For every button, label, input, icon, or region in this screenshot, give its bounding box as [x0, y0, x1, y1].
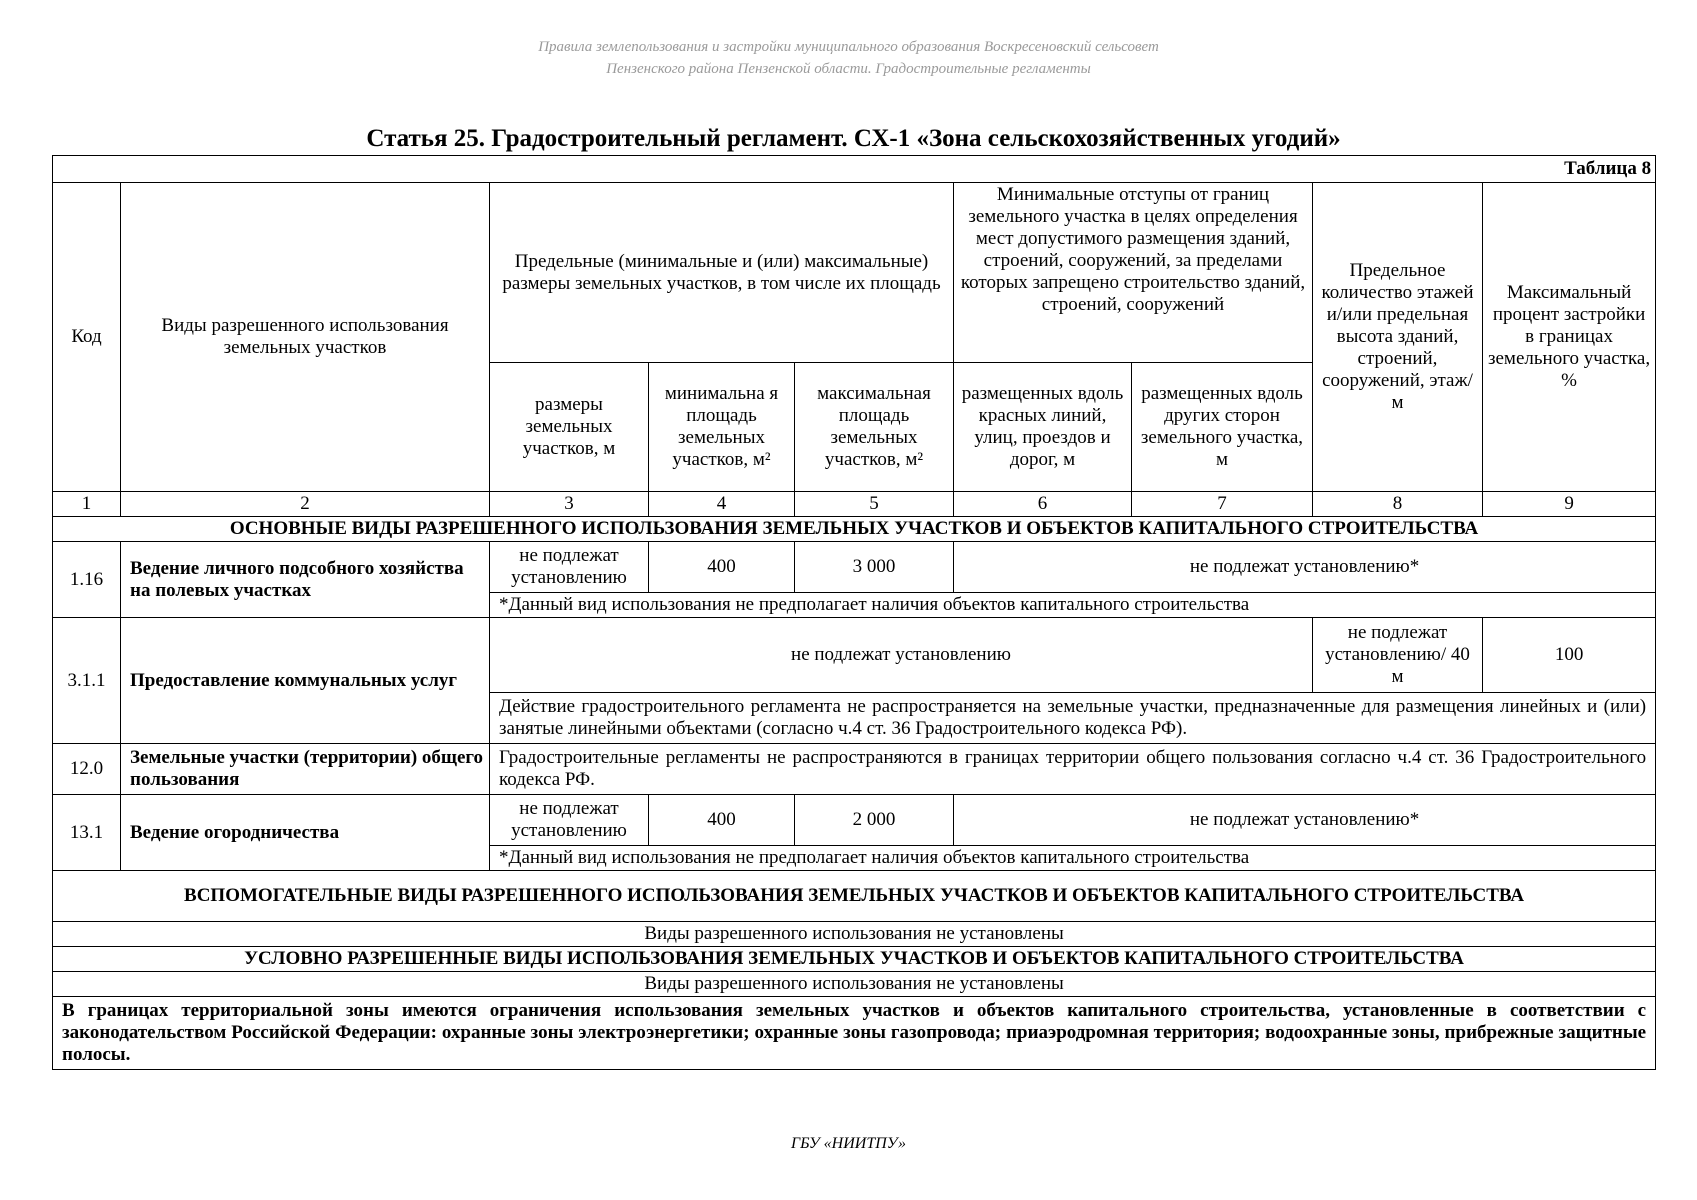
col-header-sizes: размеры земельных участков, м	[490, 363, 649, 492]
section-conditional-note: Виды разрешенного использования не установлены	[53, 972, 1656, 997]
column-number: 6	[954, 492, 1132, 517]
row-note: *Данный вид использования не предполагает наличия объектов капитального строительства	[490, 846, 1656, 871]
running-header	[0, 36, 1697, 80]
restrictions-note: В границах территориальной зоны имеются ограничения использования земельных участков и объектов капитального строительства, установленные в соответствии с законодательством Российской Федерации: охранные зоны электроэнергетики; охранные зоны газопровода; приаэродромная территория; водоохранные зоны, прибрежные защитные полосы.	[53, 997, 1656, 1070]
column-number-row	[53, 492, 1656, 517]
column-number: 5	[795, 492, 954, 517]
section-main-header: ОСНОВНЫЕ ВИДЫ РАЗРЕШЕННОГО ИСПОЛЬЗОВАНИЯ ЗЕМЕЛЬНЫХ УЧАСТКОВ И ОБЪЕКТОВ КАПИТАЛЬНОГО СТРОИТЕЛЬСТВА	[53, 517, 1656, 542]
table-number: Таблица 8	[53, 156, 1656, 183]
col-header-code: Код	[53, 183, 121, 492]
row-max-area: 3 000	[795, 542, 954, 593]
col-header-min-area: минимальна я площадь земельных участков, м²	[649, 363, 795, 492]
row-other-params: не подлежат установлению*	[954, 542, 1656, 593]
running-header-line-2: Пензенского района Пензенской области. Градостроительные регламенты	[606, 61, 1091, 77]
column-number: 3	[490, 492, 649, 517]
row-min-area: 400	[649, 542, 795, 593]
row-max-area: 2 000	[795, 795, 954, 846]
row-use-name: Предоставление коммунальных услуг	[121, 618, 490, 744]
column-number: 4	[649, 492, 795, 517]
col-header-kind: Виды разрешенного использования земельных участков	[121, 183, 490, 492]
row-params: не подлежат установлению	[490, 618, 1313, 693]
row-use-name: Ведение личного подсобного хозяйства на полевых участках	[121, 542, 490, 618]
column-number: 2	[121, 492, 490, 517]
row-sizes: не подлежат установлению	[490, 542, 649, 593]
section-auxiliary-header: ВСПОМОГАТЕЛЬНЫЕ ВИДЫ РАЗРЕШЕННОГО ИСПОЛЬЗОВАНИЯ ЗЕМЕЛЬНЫХ УЧАСТКОВ И ОБЪЕКТОВ КАПИТАЛЬНОГО СТРОИТЕЛЬСТВА	[53, 871, 1656, 922]
article-title: Статья 25. Градостроительный регламент. СХ-1 «Зона сельскохозяйственных угодий»	[366, 125, 1341, 152]
running-header-line-1: Правила землепользования и застройки муниципального образования Воскресеновский сельсовет	[538, 39, 1159, 55]
row-min-area: 400	[649, 795, 795, 846]
col-header-max-area: максимальная площадь земельных участков, м²	[795, 363, 954, 492]
col-header-setback-group: Минимальные отступы от границ земельного участка в целях определения мест допустимого размещения зданий, строений, сооружений, за пределами которых запрещено строительство зданий, строений, сооружений	[954, 183, 1313, 363]
row-other-params: не подлежат установлению*	[954, 795, 1656, 846]
col-header-setback-other: размещенных вдоль других сторон земельного участка, м	[1132, 363, 1313, 492]
page-footer: ГБУ «НИИТПУ»	[791, 1135, 906, 1152]
column-number: 9	[1483, 492, 1656, 517]
section-conditional-header: УСЛОВНО РАЗРЕШЕННЫЕ ВИДЫ ИСПОЛЬЗОВАНИЯ ЗЕМЕЛЬНЫХ УЧАСТКОВ И ОБЪЕКТОВ КАПИТАЛЬНОГО СТРОИТЕЛЬСТВА	[53, 947, 1656, 972]
section-auxiliary-note: Виды разрешенного использования не установлены	[53, 922, 1656, 947]
row-note: Градостроительные регламенты не распространяются в границах территории общего пользования согласно ч.4 ст. 36 Градостроительного кодекса РФ.	[490, 744, 1656, 795]
row-use-name: Земельные участки (территории) общего пользования	[121, 744, 490, 795]
col-header-sizes-group: Предельные (минимальные и (или) максимальные) размеры земельных участков, в том числе их площадь	[490, 183, 954, 363]
row-code: 1.16	[53, 542, 121, 618]
column-number: 1	[53, 492, 121, 517]
row-use-name: Ведение огородничества	[121, 795, 490, 871]
row-code: 12.0	[53, 744, 121, 795]
row-note: Действие градостроительного регламента не распространяется на земельные участки, предназначенные для размещения линейных и (или) занятые линейными объектами (согласно ч.4 ст. 36 Градостроительного кодекса РФ).	[490, 693, 1656, 744]
col-header-coverage: Максимальный процент застройки в границах земельного участка, %	[1483, 183, 1656, 492]
col-header-setback-red: размещенных вдоль красных линий, улиц, проездов и дорог, м	[954, 363, 1132, 492]
row-note: *Данный вид использования не предполагает наличия объектов капитального строительства	[490, 593, 1656, 618]
row-coverage: 100	[1483, 618, 1656, 693]
column-number: 7	[1132, 492, 1313, 517]
column-number: 8	[1313, 492, 1483, 517]
row-code: 13.1	[53, 795, 121, 871]
row-sizes: не подлежат установлению	[490, 795, 649, 846]
row-code: 3.1.1	[53, 618, 121, 744]
col-header-floors: Предельное количество этажей и/или предельная высота зданий, строений, сооружений, этаж/м	[1313, 183, 1483, 492]
row-floors: не подлежат установлению/ 40 м	[1313, 618, 1483, 693]
regulation-table	[52, 155, 1656, 1070]
